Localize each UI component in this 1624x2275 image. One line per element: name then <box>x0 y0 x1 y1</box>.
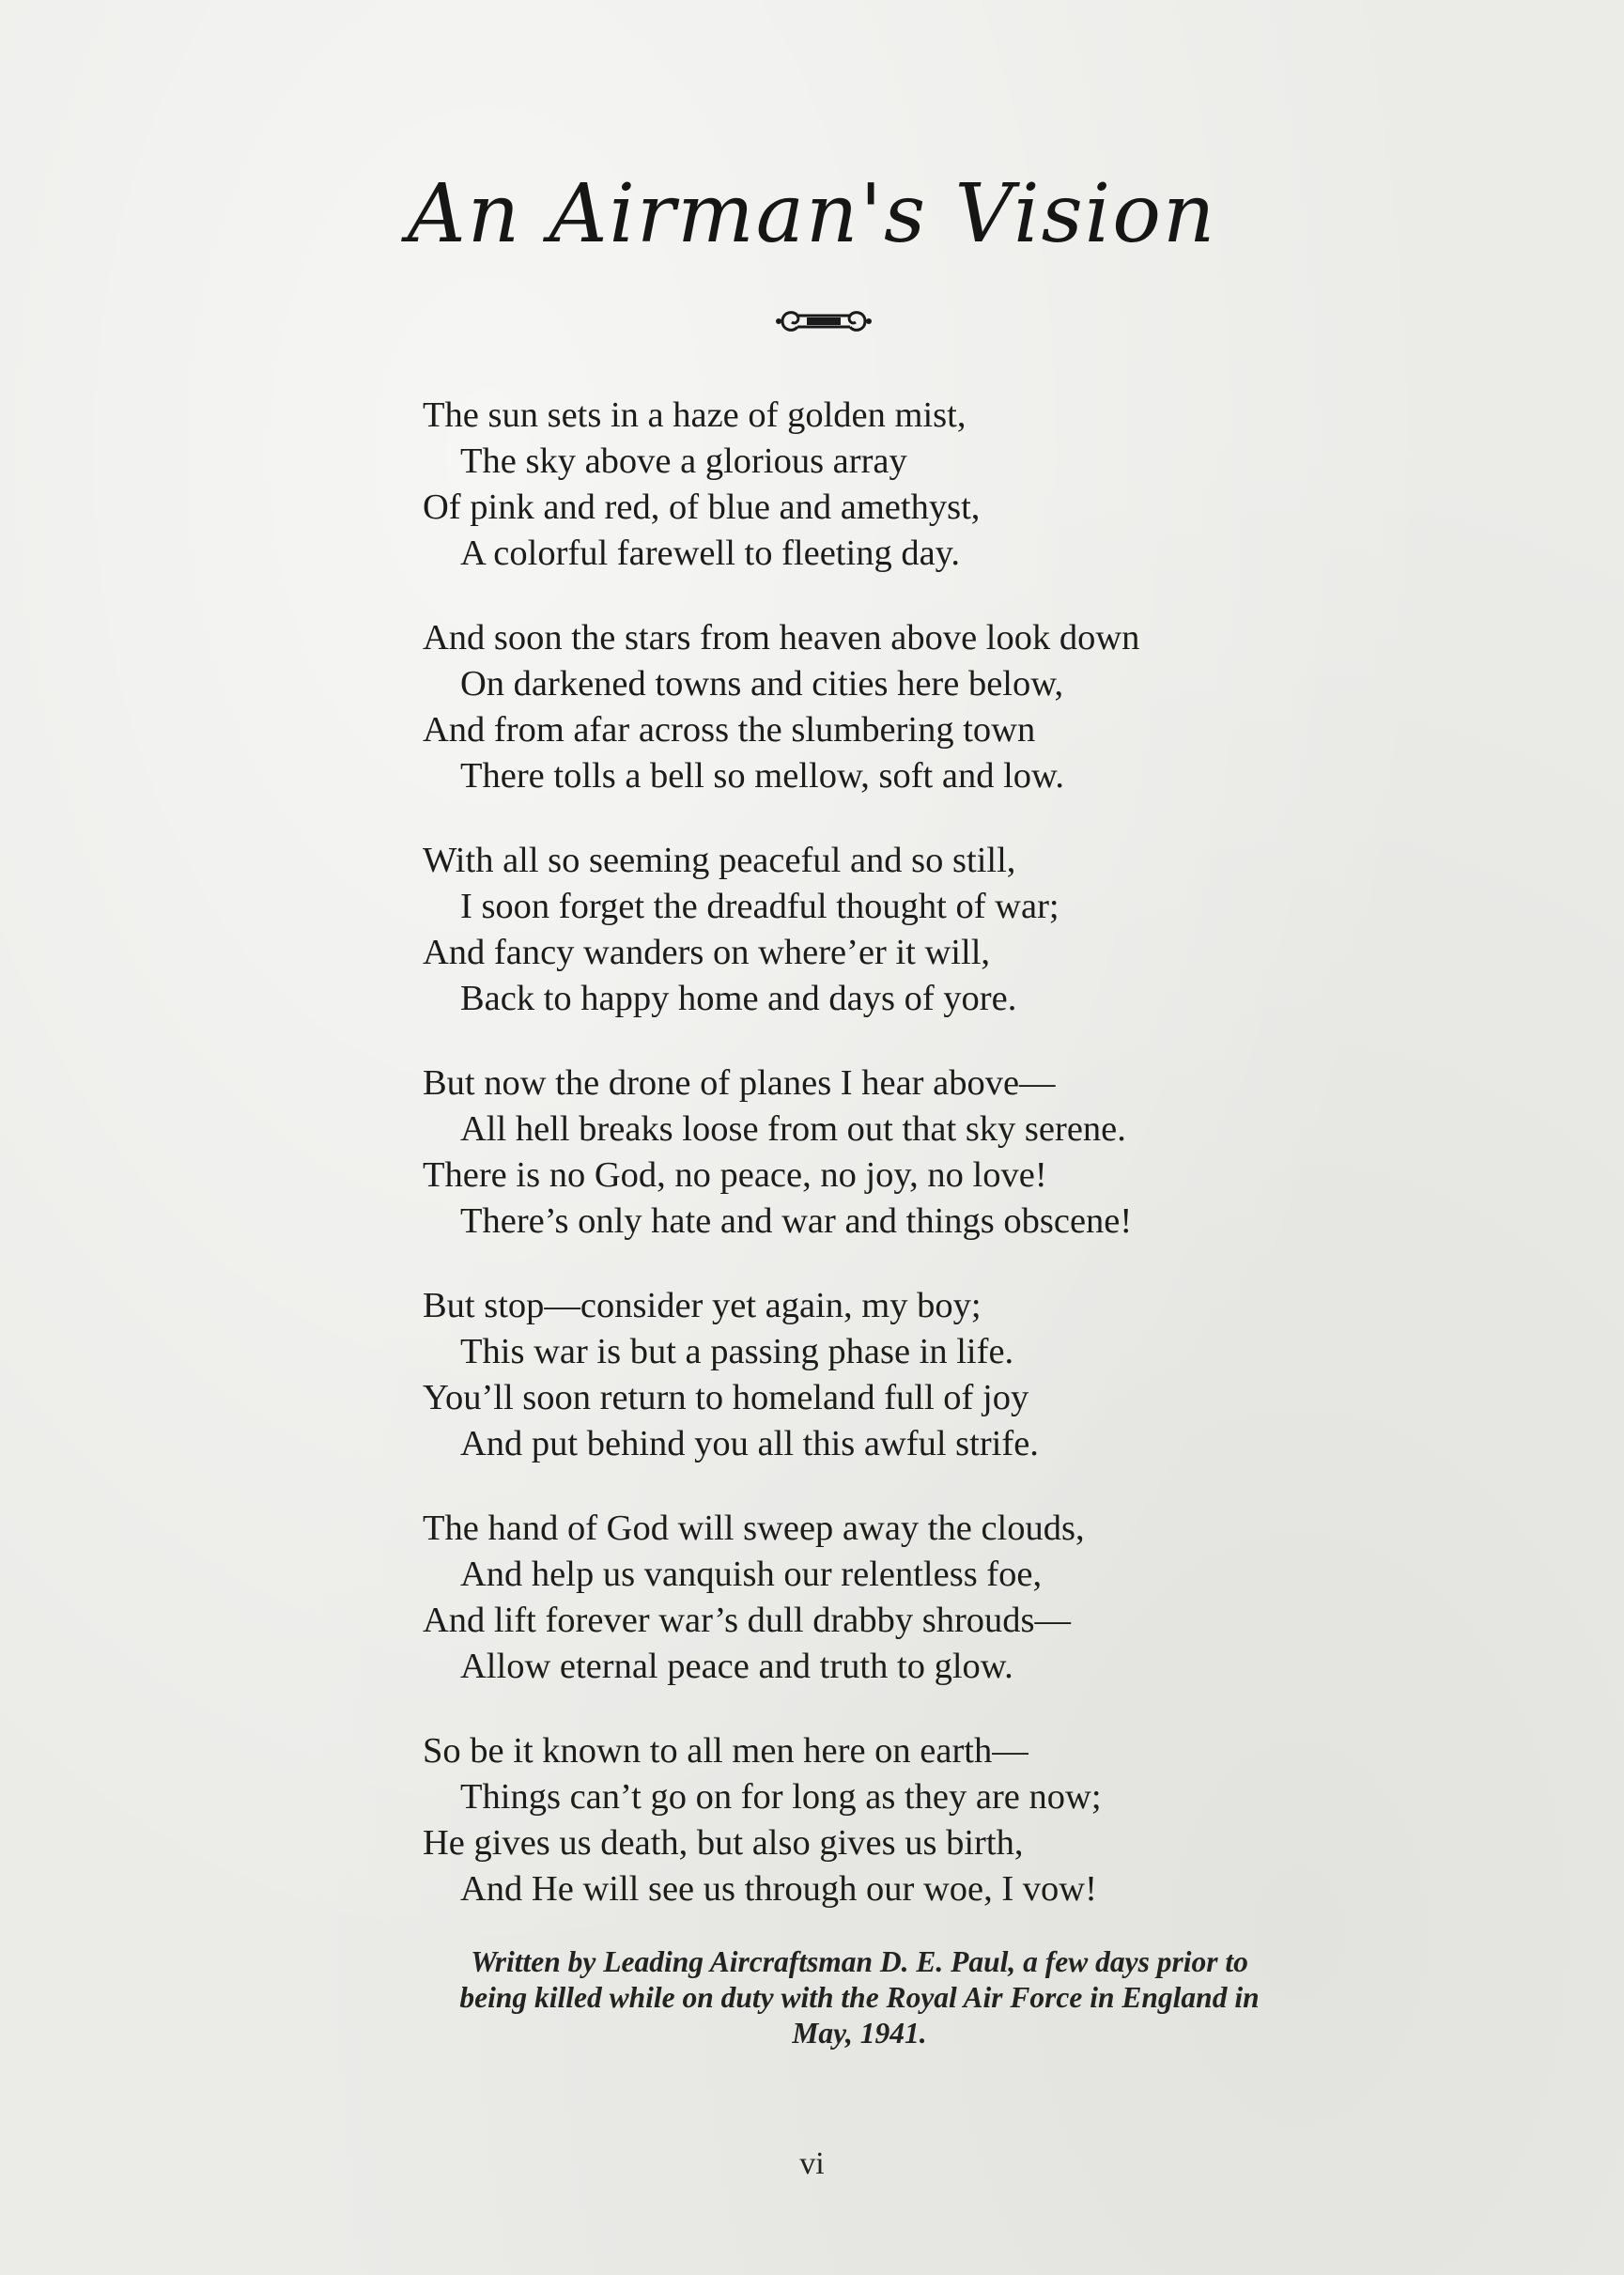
poem-line: And put behind you all this awful strife. <box>460 1424 1039 1463</box>
poem-title: An Airman's Vision <box>407 167 1217 261</box>
poem-line: This war is but a passing phase in life. <box>460 1332 1014 1371</box>
poem-line: And lift forever war’s dull drabby shrouds— <box>423 1601 1072 1640</box>
attribution-line: being killed while on duty with the Royal Air Force in England in <box>459 1981 1260 2014</box>
attribution-line: May, 1941. <box>792 2017 927 2050</box>
poem-line: The sun sets in a haze of golden mist, <box>423 395 967 435</box>
poem-line: And He will see us through our woe, I vow! <box>460 1869 1097 1909</box>
poem-line: And soon the stars from heaven above look down <box>423 618 1140 658</box>
stanza-3 <box>423 838 1362 1022</box>
stanza-7 <box>423 1728 1362 1912</box>
poem-line: There is no God, no peace, no joy, no love! <box>423 1155 1047 1195</box>
poem-line: And from afar across the slumbering town <box>423 710 1036 750</box>
poem-line: And fancy wanders on where’er it will, <box>423 933 991 972</box>
poem-line: But stop—consider yet again, my boy; <box>423 1286 982 1325</box>
poem-line: There tolls a bell so mellow, soft and low. <box>460 756 1064 796</box>
poem-body <box>423 393 1362 1951</box>
poem-line: A colorful farewell to fleeting day. <box>460 534 961 573</box>
stanza-1 <box>423 393 1362 577</box>
decorative-scroll-ornament-icon <box>775 302 873 340</box>
poem-line: You’ll soon return to homeland full of joy <box>423 1378 1029 1417</box>
stanza-4 <box>423 1060 1362 1245</box>
poem-line: With all so seeming peaceful and so still, <box>423 841 1016 880</box>
poem-line: So be it known to all men here on earth— <box>423 1731 1029 1771</box>
stanza-5 <box>423 1283 1362 1467</box>
poem-line: All hell breaks loose from out that sky serene. <box>460 1109 1126 1149</box>
poem-line: The hand of God will sweep away the clouds, <box>423 1509 1085 1548</box>
poem-line: Things can’t go on for long as they are now; <box>460 1777 1102 1817</box>
stanza-2 <box>423 615 1362 799</box>
attribution-line: Written by Leading Aircraftsman D. E. Paul, a few days prior to <box>471 1945 1248 1978</box>
poem-line: Of pink and red, of blue and amethyst, <box>423 488 981 527</box>
poem-line: The sky above a glorious array <box>460 441 907 481</box>
poem-line: Allow eternal peace and truth to glow. <box>460 1647 1013 1686</box>
poem-line: But now the drone of planes I hear above— <box>423 1063 1056 1103</box>
poem-line: I soon forget the dreadful thought of war; <box>460 887 1059 926</box>
poem-line: There’s only hate and war and things obscene! <box>460 1201 1133 1241</box>
poem-line: Back to happy home and days of yore. <box>460 979 1017 1018</box>
attribution-note <box>371 1944 1348 2051</box>
stanza-6 <box>423 1506 1362 1690</box>
poem-line: On darkened towns and cities here below, <box>460 664 1064 704</box>
poem-line: And help us vanquish our relentless foe, <box>460 1555 1043 1594</box>
poem-line: He gives us death, but also gives us birth, <box>423 1823 1024 1863</box>
page-number: vi <box>799 2146 825 2181</box>
